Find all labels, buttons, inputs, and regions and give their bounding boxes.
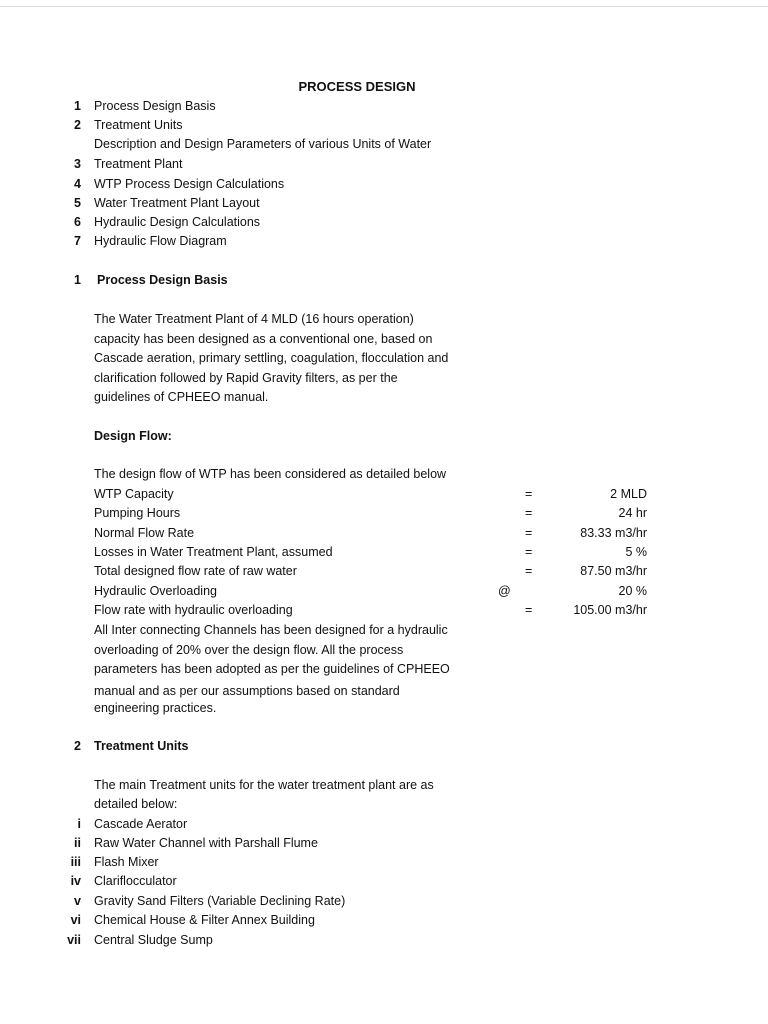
note-line: manual and as per our assumptions based on standard (94, 684, 400, 698)
note-line: overloading of 20% over the design flow. All the process (94, 643, 404, 657)
toc-number: 6 (74, 215, 81, 229)
intro-line: detailed below: (94, 797, 178, 811)
design-row-value: 105.00 m3/hr (573, 603, 647, 617)
design-flow-intro: The design flow of WTP has been considered as detailed below (94, 467, 447, 481)
section-heading: Treatment Units (94, 739, 189, 753)
toc-item: Hydraulic Flow Diagram (94, 234, 227, 248)
unit-item: Central Sludge Sump (94, 933, 213, 947)
unit-number: iii (70, 855, 81, 869)
unit-item: Cascade Aerator (94, 817, 188, 831)
unit-number: ii (74, 836, 81, 850)
toc-number: 2 (74, 118, 81, 132)
toc-item: Water Treatment Plant Layout (94, 196, 260, 210)
toc-item: Description and Design Parameters of various Units of Water (94, 137, 432, 151)
paragraph-line: Cascade aeration, primary settling, coagulation, flocculation and (94, 351, 449, 365)
note-line: parameters has been adopted as per the guidelines of CPHEEO (94, 662, 450, 676)
unit-item: Chemical House & Filter Annex Building (94, 913, 315, 927)
toc-item: Process Design Basis (94, 99, 216, 113)
section-number: 2 (74, 739, 81, 753)
toc-item: Treatment Units (94, 118, 183, 132)
note-line: All Inter connecting Channels has been designed for a hydraulic (94, 623, 448, 637)
unit-item: Raw Water Channel with Parshall Flume (94, 836, 318, 850)
subsection-heading: Design Flow: (94, 429, 172, 443)
paragraph-line: guidelines of CPHEEO manual. (94, 390, 269, 404)
toc-number: 3 (74, 157, 81, 171)
unit-number: vii (67, 933, 81, 947)
design-row-label: Hydraulic Overloading (94, 584, 217, 598)
toc-number: 7 (74, 234, 81, 248)
design-row-operator: @ (498, 584, 511, 598)
toc-item: Treatment Plant (94, 157, 183, 171)
design-row-value: 24 hr (618, 506, 647, 520)
design-row-operator: = (525, 603, 533, 617)
design-row-operator: = (525, 526, 533, 540)
design-row-label: Normal Flow Rate (94, 526, 195, 540)
section-heading: Process Design Basis (97, 273, 228, 287)
design-row-value: 5 % (625, 545, 647, 559)
design-row-label: Pumping Hours (94, 506, 181, 520)
design-row-label: Total designed flow rate of raw water (94, 564, 297, 578)
paragraph-line: clarification followed by Rapid Gravity filters, as per the (94, 371, 398, 385)
page-title: PROCESS DESIGN (298, 79, 416, 94)
unit-number: vi (70, 913, 81, 927)
unit-item: Gravity Sand Filters (Variable Declining Rate) (94, 894, 346, 908)
design-row-value: 83.33 m3/hr (580, 526, 647, 540)
design-row-label: Flow rate with hydraulic overloading (94, 603, 293, 617)
unit-number: i (77, 817, 81, 831)
paragraph-line: capacity has been designed as a conventional one, based on (94, 332, 433, 346)
unit-item: Flash Mixer (94, 855, 159, 869)
design-row-label: WTP Capacity (94, 487, 174, 501)
section-number: 1 (74, 273, 81, 287)
toc-number: 1 (74, 99, 81, 113)
design-row-operator: = (525, 545, 533, 559)
paragraph-line: The Water Treatment Plant of 4 MLD (16 hours operation) (94, 312, 414, 326)
toc-item: WTP Process Design Calculations (94, 177, 285, 191)
design-row-value: 2 MLD (610, 487, 647, 501)
toc-item: Hydraulic Design Calculations (94, 215, 261, 229)
note-line: engineering practices. (94, 701, 217, 715)
unit-number: iv (70, 874, 81, 888)
design-row-value: 20 % (618, 584, 647, 598)
unit-item: Clariflocculator (94, 874, 177, 888)
design-row-value: 87.50 m3/hr (580, 564, 647, 578)
toc-number: 4 (74, 177, 81, 191)
toc-number: 5 (74, 196, 81, 210)
design-row-operator: = (525, 506, 533, 520)
unit-number: v (74, 894, 81, 908)
design-row-operator: = (525, 487, 533, 501)
design-row-operator: = (525, 564, 533, 578)
design-row-label: Losses in Water Treatment Plant, assumed (94, 545, 333, 559)
intro-line: The main Treatment units for the water treatment plant are as (94, 778, 434, 792)
